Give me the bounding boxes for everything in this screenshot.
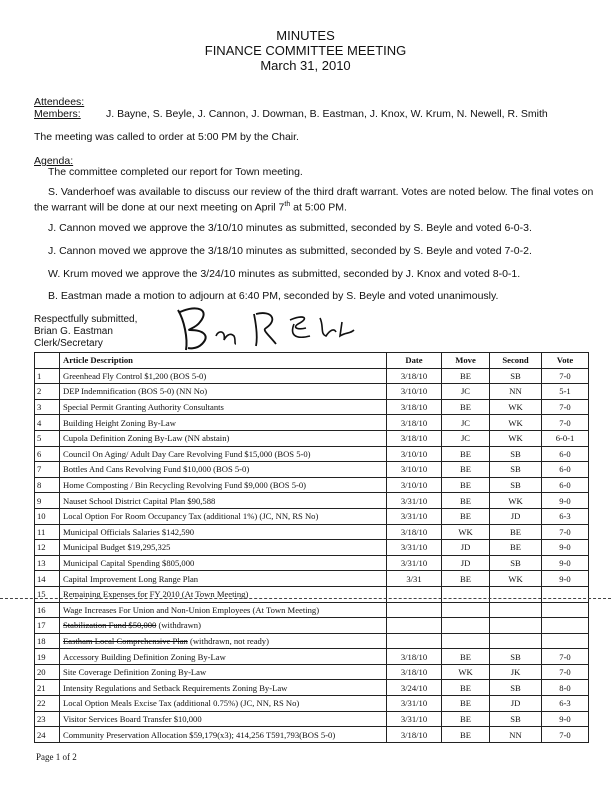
article-vote: 7-0 bbox=[542, 524, 589, 540]
article-description: Remaining Expenses for FY 2010 (At Town Meeting) bbox=[60, 586, 387, 602]
article-date: 3/18/10 bbox=[387, 430, 442, 446]
article-number: 11 bbox=[35, 524, 60, 540]
article-second: SB bbox=[490, 477, 542, 493]
article-vote: 7-0 bbox=[542, 368, 589, 384]
article-number: 21 bbox=[35, 680, 60, 696]
title-committee: FINANCE COMMITTEE MEETING bbox=[204, 43, 407, 58]
article-second: SB bbox=[490, 368, 542, 384]
article-number: 9 bbox=[35, 493, 60, 509]
article-description: DEP Indemnification (BOS 5-0) (NN No) bbox=[60, 384, 387, 400]
article-date: 3/24/10 bbox=[387, 680, 442, 696]
article-vote: 6-3 bbox=[542, 508, 589, 524]
members-label bbox=[34, 108, 81, 121]
table-row bbox=[35, 649, 589, 665]
closing-name: Brian G. Eastman bbox=[34, 326, 113, 337]
document-header bbox=[0, 28, 611, 73]
article-move bbox=[442, 602, 490, 618]
table-row bbox=[35, 727, 589, 743]
table-row bbox=[35, 493, 589, 509]
col-header-second: Second bbox=[490, 353, 542, 369]
article-number: 5 bbox=[35, 430, 60, 446]
article-description: Bottles And Cans Revolving Fund $10,000 (BOS 5-0) bbox=[60, 462, 387, 478]
article-move: BE bbox=[442, 571, 490, 587]
article-vote: 9-0 bbox=[542, 571, 589, 587]
article-number: 10 bbox=[35, 508, 60, 524]
article-move bbox=[442, 633, 490, 649]
article-description: Municipal Capital Spending $805,000 bbox=[60, 555, 387, 571]
article-number: 2 bbox=[35, 384, 60, 400]
article-date: 3/31/10 bbox=[387, 711, 442, 727]
article-vote: 6-3 bbox=[542, 696, 589, 712]
article-vote bbox=[542, 618, 589, 634]
article-second: NN bbox=[490, 384, 542, 400]
article-move bbox=[442, 618, 490, 634]
article-move: BE bbox=[442, 508, 490, 524]
col-header-move: Move bbox=[442, 353, 490, 369]
article-move: BE bbox=[442, 649, 490, 665]
article-description: Local Option Meals Excise Tax (additional 0.75%) (JC, NN, RS No) bbox=[60, 696, 387, 712]
closing-line1: Respectfully submitted, bbox=[34, 314, 138, 325]
article-date: 3/31/10 bbox=[387, 696, 442, 712]
article-date: 3/31 bbox=[387, 571, 442, 587]
article-date: 3/31/10 bbox=[387, 508, 442, 524]
article-move: BE bbox=[442, 477, 490, 493]
members-label-text: Members: bbox=[34, 108, 81, 120]
article-second: WK bbox=[490, 415, 542, 431]
article-vote: 6-0-1 bbox=[542, 430, 589, 446]
article-vote: 7-0 bbox=[542, 727, 589, 743]
page-footer: Page 1 of 2 bbox=[36, 752, 77, 762]
article-description: Municipal Officials Salaries $142,590 bbox=[60, 524, 387, 540]
table-row bbox=[35, 664, 589, 680]
article-date: 3/18/10 bbox=[387, 368, 442, 384]
agenda-p3: J. Cannon moved we approve the 3/10/10 minutes as submitted, seconded by S. Beyle and voted 6-0-3. bbox=[48, 222, 532, 234]
article-date: 3/31/10 bbox=[387, 555, 442, 571]
article-second: JK bbox=[490, 664, 542, 680]
table-row bbox=[35, 586, 589, 602]
article-date: 3/10/10 bbox=[387, 384, 442, 400]
closing-title: Clerk/Secretary bbox=[34, 338, 103, 349]
table-row bbox=[35, 618, 589, 634]
article-move: BE bbox=[442, 399, 490, 415]
article-move: BE bbox=[442, 446, 490, 462]
article-description: Special Permit Granting Authority Consultants bbox=[60, 399, 387, 415]
article-move: BE bbox=[442, 493, 490, 509]
table-row bbox=[35, 477, 589, 493]
table-row bbox=[35, 633, 589, 649]
table-row bbox=[35, 384, 589, 400]
article-number: 8 bbox=[35, 477, 60, 493]
table-row bbox=[35, 446, 589, 462]
article-date: 3/18/10 bbox=[387, 664, 442, 680]
article-date: 3/18/10 bbox=[387, 727, 442, 743]
table-row bbox=[35, 571, 589, 587]
agenda-p2b-text: the warrant will be done at our next meeting on April 7 bbox=[34, 201, 285, 214]
article-move: BE bbox=[442, 696, 490, 712]
article-number: 16 bbox=[35, 602, 60, 618]
struck-description: Stabilization Fund $50,000 bbox=[63, 620, 157, 631]
article-date: 3/10/10 bbox=[387, 446, 442, 462]
article-move: BE bbox=[442, 727, 490, 743]
col-header-description: Article Description bbox=[60, 353, 387, 369]
table-row bbox=[35, 555, 589, 571]
article-number: 7 bbox=[35, 462, 60, 478]
article-date: 3/18/10 bbox=[387, 524, 442, 540]
article-move: JC bbox=[442, 384, 490, 400]
title-minutes: MINUTES bbox=[276, 28, 335, 43]
article-description: Community Preservation Allocation $59,179(x3); 414,256 T591,793(BOS 5-0) bbox=[60, 727, 387, 743]
table-row bbox=[35, 399, 589, 415]
article-vote: 7-0 bbox=[542, 664, 589, 680]
col-header-date: Date bbox=[387, 353, 442, 369]
article-number: 23 bbox=[35, 711, 60, 727]
table-row bbox=[35, 462, 589, 478]
article-second: SB bbox=[490, 462, 542, 478]
article-second: WK bbox=[490, 430, 542, 446]
article-date: 3/18/10 bbox=[387, 399, 442, 415]
article-second: BE bbox=[490, 524, 542, 540]
warrant-articles-table bbox=[34, 352, 589, 743]
table-row bbox=[35, 602, 589, 618]
article-number: 24 bbox=[35, 727, 60, 743]
article-second: WK bbox=[490, 399, 542, 415]
article-second bbox=[490, 633, 542, 649]
agenda-p2a: S. Vanderhoef was available to discuss our review of the third draft warrant. Votes are noted below. The final votes on bbox=[48, 186, 594, 198]
article-date: 3/18/10 bbox=[387, 649, 442, 665]
table-row bbox=[35, 508, 589, 524]
article-description bbox=[60, 633, 387, 649]
article-number: 14 bbox=[35, 571, 60, 587]
article-second: SB bbox=[490, 555, 542, 571]
table-row bbox=[35, 368, 589, 384]
article-vote: 6-0 bbox=[542, 462, 589, 478]
article-description bbox=[60, 618, 387, 634]
article-date: 3/31/10 bbox=[387, 493, 442, 509]
table-row bbox=[35, 415, 589, 431]
article-vote: 9-0 bbox=[542, 493, 589, 509]
article-second bbox=[490, 618, 542, 634]
article-vote: 7-0 bbox=[542, 415, 589, 431]
article-vote: 7-0 bbox=[542, 399, 589, 415]
article-vote bbox=[542, 586, 589, 602]
attendees-heading: Attendees: bbox=[34, 96, 85, 108]
article-vote bbox=[542, 633, 589, 649]
article-second: SB bbox=[490, 711, 542, 727]
agenda-p2b bbox=[34, 198, 347, 215]
article-description: Municipal Budget $19,295,325 bbox=[60, 540, 387, 556]
col-header-vote: Vote bbox=[542, 353, 589, 369]
article-description: Building Height Zoning By-Law bbox=[60, 415, 387, 431]
article-description: Intensity Regulations and Setback Requirements Zoning By-Law bbox=[60, 680, 387, 696]
article-number: 1 bbox=[35, 368, 60, 384]
article-move: JC bbox=[442, 430, 490, 446]
article-move: JD bbox=[442, 540, 490, 556]
article-second: SB bbox=[490, 649, 542, 665]
article-vote: 7-0 bbox=[542, 649, 589, 665]
article-description: Accessory Building Definition Zoning By-Law bbox=[60, 649, 387, 665]
article-move: BE bbox=[442, 368, 490, 384]
description-note: (withdrawn) bbox=[156, 620, 201, 631]
article-second: SB bbox=[490, 680, 542, 696]
article-vote: 9-0 bbox=[542, 555, 589, 571]
article-second: WK bbox=[490, 493, 542, 509]
article-second bbox=[490, 602, 542, 618]
article-date: 3/10/10 bbox=[387, 477, 442, 493]
article-number: 15 bbox=[35, 586, 60, 602]
article-number: 17 bbox=[35, 618, 60, 634]
article-vote: 9-0 bbox=[542, 711, 589, 727]
article-description: Visitor Services Board Transfer $10,000 bbox=[60, 711, 387, 727]
article-number: 3 bbox=[35, 399, 60, 415]
article-move: JD bbox=[442, 555, 490, 571]
article-second: JD bbox=[490, 696, 542, 712]
article-description: Capital Improvement Long Range Plan bbox=[60, 571, 387, 587]
article-date: 3/10/10 bbox=[387, 462, 442, 478]
col-header-number bbox=[35, 353, 60, 369]
agenda-p6: B. Eastman made a motion to adjourn at 6:40 PM, seconded by S. Beyle and voted unanimously. bbox=[48, 290, 499, 302]
article-vote: 6-0 bbox=[542, 446, 589, 462]
article-vote: 9-0 bbox=[542, 540, 589, 556]
article-description: Greenhead Fly Control $1,200 (BOS 5-0) bbox=[60, 368, 387, 384]
article-number: 22 bbox=[35, 696, 60, 712]
article-second bbox=[490, 586, 542, 602]
article-description: Local Option For Room Occupancy Tax (additional 1%) (JC, NN, RS No) bbox=[60, 508, 387, 524]
table-header-row bbox=[35, 353, 589, 369]
agenda-p5: W. Krum moved we approve the 3/24/10 minutes as submitted, seconded by J. Knox and voted 8-0-1. bbox=[48, 268, 521, 280]
description-note: (withdrawn, not ready) bbox=[187, 635, 269, 646]
call-to-order: The meeting was called to order at 5:00 PM by the Chair. bbox=[34, 131, 299, 143]
table-row bbox=[35, 430, 589, 446]
table-row bbox=[35, 711, 589, 727]
article-number: 18 bbox=[35, 633, 60, 649]
article-date: 3/31/10 bbox=[387, 540, 442, 556]
members-list: J. Bayne, S. Beyle, J. Cannon, J. Dowman, B. Eastman, J. Knox, W. Krum, N. Newell, R. Smith bbox=[106, 108, 548, 120]
article-number: 19 bbox=[35, 649, 60, 665]
article-number: 20 bbox=[35, 664, 60, 680]
article-second: BE bbox=[490, 540, 542, 556]
article-second: JD bbox=[490, 508, 542, 524]
article-number: 6 bbox=[35, 446, 60, 462]
agenda-p2b-tail: at 5:00 PM. bbox=[290, 201, 347, 214]
article-vote: 6-0 bbox=[542, 477, 589, 493]
article-description: Nauset School District Capital Plan $90,588 bbox=[60, 493, 387, 509]
article-description: Cupola Definition Zoning By-Law (NN abstain) bbox=[60, 430, 387, 446]
article-second: NN bbox=[490, 727, 542, 743]
article-move: BE bbox=[442, 462, 490, 478]
article-vote: 8-0 bbox=[542, 680, 589, 696]
handwritten-signature bbox=[170, 300, 380, 356]
article-date: 3/18/10 bbox=[387, 415, 442, 431]
agenda-p4: J. Cannon moved we approve the 3/18/10 minutes as submitted, seconded by S. Beyle and voted 7-0-2. bbox=[48, 245, 532, 257]
table-row bbox=[35, 680, 589, 696]
article-description: Home Composting / Bin Recycling Revolving Fund $9,000 (BOS 5-0) bbox=[60, 477, 387, 493]
article-move: WK bbox=[442, 524, 490, 540]
table-row bbox=[35, 540, 589, 556]
article-date bbox=[387, 586, 442, 602]
agenda-p1: The committee completed our report for Town meeting. bbox=[48, 166, 303, 178]
struck-description: Eastham Local Comprehensive Plan bbox=[63, 635, 188, 646]
article-vote: 5-1 bbox=[542, 384, 589, 400]
article-description: Wage Increases For Union and Non-Union Employees (At Town Meeting) bbox=[60, 602, 387, 618]
article-second: SB bbox=[490, 446, 542, 462]
page-fold-line bbox=[0, 598, 611, 599]
article-date bbox=[387, 633, 442, 649]
article-number: 12 bbox=[35, 540, 60, 556]
article-move: JC bbox=[442, 415, 490, 431]
article-number: 13 bbox=[35, 555, 60, 571]
table-row bbox=[35, 696, 589, 712]
article-move: BE bbox=[442, 711, 490, 727]
article-date bbox=[387, 602, 442, 618]
article-move: BE bbox=[442, 680, 490, 696]
article-second: WK bbox=[490, 571, 542, 587]
article-number: 4 bbox=[35, 415, 60, 431]
title-date: March 31, 2010 bbox=[260, 58, 351, 73]
agenda-p2b-sup: th bbox=[284, 201, 291, 208]
agenda-heading: Agenda: bbox=[34, 155, 74, 167]
article-vote bbox=[542, 602, 589, 618]
article-description: Council On Aging/ Adult Day Care Revolving Fund $15,000 (BOS 5-0) bbox=[60, 446, 387, 462]
article-description: Site Coverage Definition Zoning By-Law bbox=[60, 664, 387, 680]
article-move: WK bbox=[442, 664, 490, 680]
table-row bbox=[35, 524, 589, 540]
article-date bbox=[387, 618, 442, 634]
article-move bbox=[442, 586, 490, 602]
